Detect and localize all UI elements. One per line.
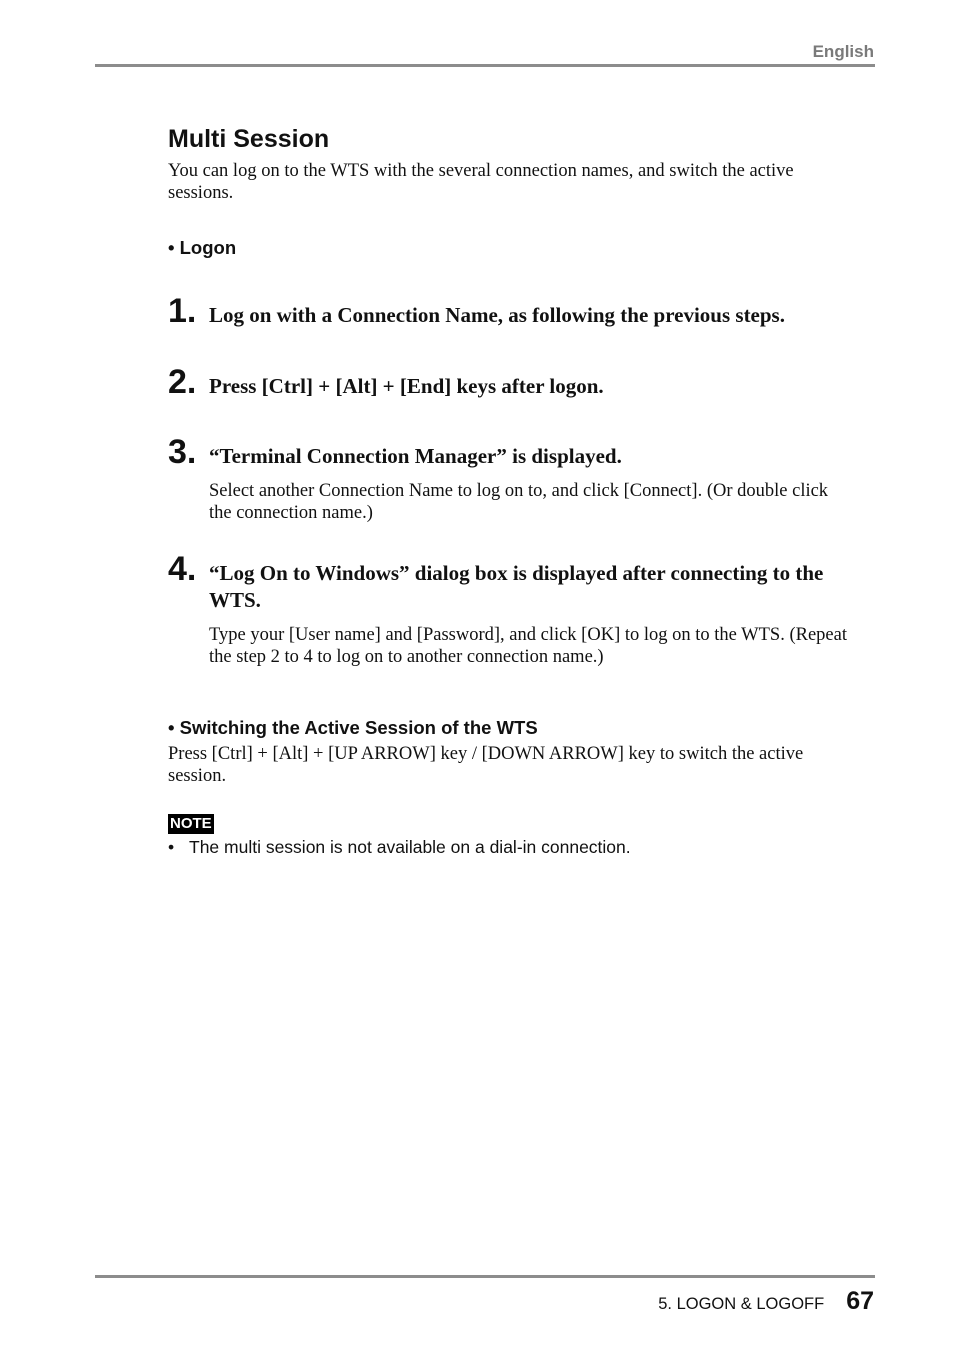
logon-heading: • Logon [168, 237, 237, 258]
page-footer [658, 1287, 874, 1316]
step-title: “Terminal Connection Manager” is displayed. [209, 444, 622, 469]
step-1 [168, 292, 848, 331]
step-description: Select another Connection Name to log on to, and click [Connect]. (Or double click the connection name.) [209, 481, 829, 524]
note-item [168, 836, 848, 858]
step-2 [168, 363, 848, 402]
step-4 [168, 550, 848, 668]
step-number: 1. [168, 292, 197, 331]
step-description: Type your [User name] and [Password], and click [OK] to log on to the WTS. (Repeat the step 2 to 4 to log on to another connection name.) [209, 625, 847, 668]
chapter-label: 5. LOGON & LOGOFF [658, 1295, 825, 1313]
note-section [168, 814, 848, 858]
step-title: Log on with a Connection Name, as following the previous steps. [209, 303, 785, 328]
step-number: 4. [168, 550, 197, 589]
header-divider [95, 64, 875, 67]
step-title: “Log On to Windows” dialog box is displayed after connecting to the WTS. [209, 561, 824, 613]
section-intro: You can log on to the WTS with the several connection names, and switch the active sessions. [168, 161, 794, 203]
step-number: 2. [168, 363, 197, 402]
note-text: The multi session is not available on a dial-in connection. [189, 837, 631, 858]
page-number: 67 [846, 1287, 874, 1315]
step-title: Press [Ctrl] + [Alt] + [End] keys after logon. [209, 374, 604, 399]
step-number: 3. [168, 433, 197, 472]
bullet-icon: • [168, 837, 175, 858]
switching-text: Press [Ctrl] + [Alt] + [UP ARROW] key / [DOWN ARROW] key to switch the active session. [168, 744, 804, 787]
step-3 [168, 433, 848, 524]
main-content [168, 124, 848, 858]
section-title: Multi Session [168, 125, 330, 153]
note-badge: NOTE [170, 815, 212, 833]
footer-divider [95, 1275, 875, 1278]
switching-heading: • Switching the Active Session of the WTS [168, 717, 538, 739]
language-label: English [812, 42, 874, 61]
